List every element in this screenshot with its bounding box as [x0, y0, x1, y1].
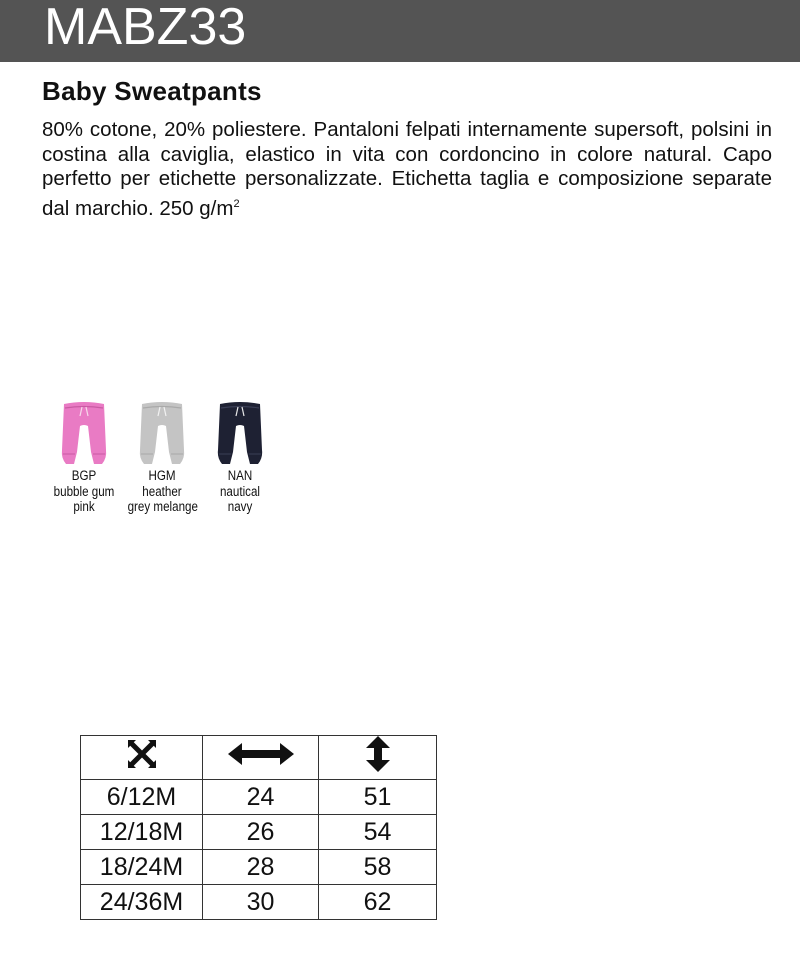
header-bar — [0, 0, 800, 62]
width-column-header — [203, 736, 319, 780]
length-arrow-icon — [365, 736, 391, 772]
size-table — [80, 735, 437, 920]
width-cell: 28 — [203, 850, 319, 885]
description-text: 80% cotone, 20% poliestere. Pantaloni felpati internamente supersoft, polsini in costina alla caviglia, elastico in vita con cordoncino in colore natural. Capo perfetto per etichette personalizzate. Etichetta taglia e composizione separate dal marchio. 250 g/m — [42, 118, 772, 220]
pants-icon — [58, 400, 110, 468]
width-cell: 24 — [203, 780, 319, 815]
table-row — [81, 780, 437, 815]
color-name-line2: pink — [73, 499, 95, 514]
size-table-header — [81, 736, 437, 780]
description-superscript: 2 — [233, 197, 240, 210]
color-code: HGM — [148, 468, 176, 483]
table-row — [81, 885, 437, 920]
color-swatch-nan[interactable] — [200, 400, 280, 515]
color-name-line2: navy — [227, 499, 253, 514]
pants-icon — [136, 400, 188, 468]
color-swatches — [44, 400, 284, 530]
size-cell: 24/36M — [81, 885, 203, 920]
color-code: BGP — [71, 468, 97, 483]
length-cell: 58 — [319, 850, 437, 885]
color-swatch-hgm[interactable] — [122, 400, 202, 515]
product-code: MABZ33 — [44, 0, 247, 56]
color-name-line1: heather — [142, 483, 182, 499]
length-cell: 62 — [319, 885, 437, 920]
color-name-line2: grey melange — [127, 499, 198, 514]
size-cross-icon — [126, 738, 158, 770]
width-arrow-icon — [228, 742, 294, 766]
table-row — [81, 815, 437, 850]
table-row — [81, 850, 437, 885]
product-name: Baby Sweatpants — [42, 76, 262, 106]
product-description — [42, 118, 772, 221]
color-name-line1: bubble gum — [53, 483, 115, 499]
size-cell: 6/12M — [81, 780, 203, 815]
width-cell: 26 — [203, 815, 319, 850]
size-cell: 12/18M — [81, 815, 203, 850]
color-swatch-bgp[interactable] — [44, 400, 124, 515]
color-code: NAN — [227, 468, 253, 483]
width-cell: 30 — [203, 885, 319, 920]
size-cell: 18/24M — [81, 850, 203, 885]
length-column-header — [319, 736, 437, 780]
size-column-header — [81, 736, 203, 780]
color-name-line1: nautical — [219, 483, 261, 499]
length-cell: 54 — [319, 815, 437, 850]
pants-icon — [214, 400, 266, 468]
length-cell: 51 — [319, 780, 437, 815]
